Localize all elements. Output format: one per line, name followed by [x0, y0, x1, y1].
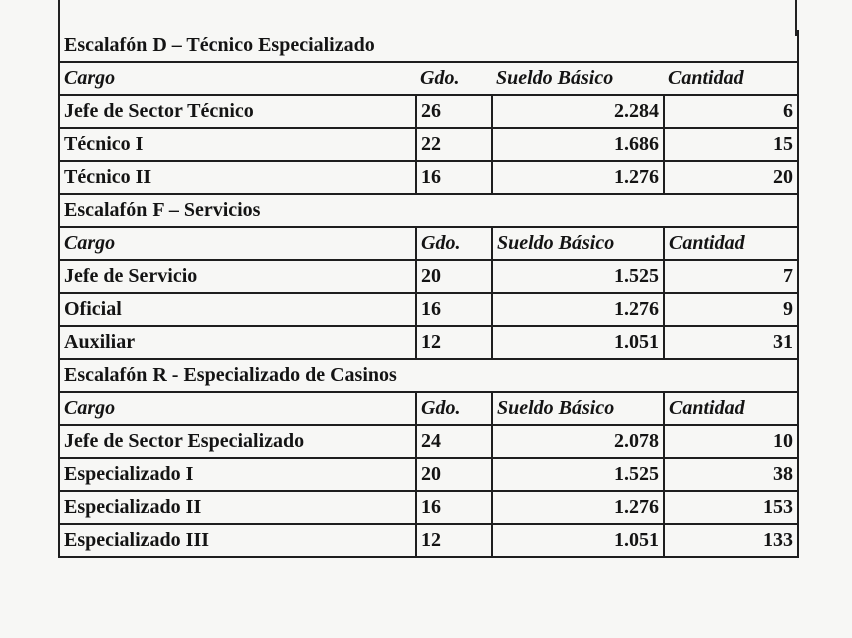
header-grado: Gdo.	[416, 392, 492, 425]
section-title-row	[59, 30, 798, 62]
table-row	[59, 326, 798, 359]
table-row	[59, 524, 798, 557]
cantidad-cell: 7	[664, 260, 798, 293]
table-row	[59, 293, 798, 326]
header-sueldo: Sueldo Básico	[492, 227, 664, 260]
header-grado: Gdo.	[416, 227, 492, 260]
header-cantidad: Cantidad	[664, 62, 798, 95]
cargo-cell: Técnico II	[59, 161, 416, 194]
header-cantidad: Cantidad	[664, 227, 798, 260]
grado-cell: 22	[416, 128, 492, 161]
sueldo-cell: 1.525	[492, 458, 664, 491]
section-title-row	[59, 359, 798, 392]
grado-cell: 16	[416, 161, 492, 194]
table-row	[59, 458, 798, 491]
sueldo-cell: 1.051	[492, 326, 664, 359]
section-title: Escalafón D – Técnico Especializado	[59, 30, 798, 62]
sueldo-cell: 1.051	[492, 524, 664, 557]
cargo-cell: Jefe de Servicio	[59, 260, 416, 293]
cargo-cell: Jefe de Sector Técnico	[59, 95, 416, 128]
section-title-row	[59, 194, 798, 227]
sueldo-cell: 2.284	[492, 95, 664, 128]
table-row	[59, 260, 798, 293]
header-sueldo: Sueldo Básico	[492, 392, 664, 425]
table-row	[59, 425, 798, 458]
cantidad-cell: 133	[664, 524, 798, 557]
header-row	[59, 227, 798, 260]
cantidad-cell: 20	[664, 161, 798, 194]
table-row	[59, 161, 798, 194]
cargo-cell: Auxiliar	[59, 326, 416, 359]
cantidad-cell: 9	[664, 293, 798, 326]
grado-cell: 12	[416, 326, 492, 359]
header-row	[59, 392, 798, 425]
header-cargo: Cargo	[59, 62, 416, 95]
salary-table	[58, 30, 799, 558]
grado-cell: 26	[416, 95, 492, 128]
header-cantidad: Cantidad	[664, 392, 798, 425]
section-title: Escalafón F – Servicios	[59, 194, 798, 227]
table-row	[59, 128, 798, 161]
grado-cell: 16	[416, 293, 492, 326]
cantidad-cell: 153	[664, 491, 798, 524]
cantidad-cell: 15	[664, 128, 798, 161]
cargo-cell: Jefe de Sector Especializado	[59, 425, 416, 458]
sueldo-cell: 1.276	[492, 491, 664, 524]
cantidad-cell: 6	[664, 95, 798, 128]
table-row	[59, 491, 798, 524]
cantidad-cell: 31	[664, 326, 798, 359]
table-row	[59, 95, 798, 128]
sueldo-cell: 1.276	[492, 293, 664, 326]
cargo-cell: Especializado II	[59, 491, 416, 524]
sueldo-cell: 2.078	[492, 425, 664, 458]
header-cargo: Cargo	[59, 392, 416, 425]
cantidad-cell: 10	[664, 425, 798, 458]
sueldo-cell: 1.525	[492, 260, 664, 293]
cargo-cell: Especializado I	[59, 458, 416, 491]
header-grado: Gdo.	[416, 62, 492, 95]
cargo-cell: Especializado III	[59, 524, 416, 557]
grado-cell: 20	[416, 260, 492, 293]
grado-cell: 24	[416, 425, 492, 458]
header-cargo: Cargo	[59, 227, 416, 260]
header-row	[59, 62, 798, 95]
header-sueldo: Sueldo Básico	[492, 62, 664, 95]
grado-cell: 20	[416, 458, 492, 491]
sueldo-cell: 1.686	[492, 128, 664, 161]
section-title: Escalafón R - Especializado de Casinos	[59, 359, 798, 392]
cargo-cell: Técnico I	[59, 128, 416, 161]
sueldo-cell: 1.276	[492, 161, 664, 194]
cargo-cell: Oficial	[59, 293, 416, 326]
cantidad-cell: 38	[664, 458, 798, 491]
grado-cell: 16	[416, 491, 492, 524]
grado-cell: 12	[416, 524, 492, 557]
